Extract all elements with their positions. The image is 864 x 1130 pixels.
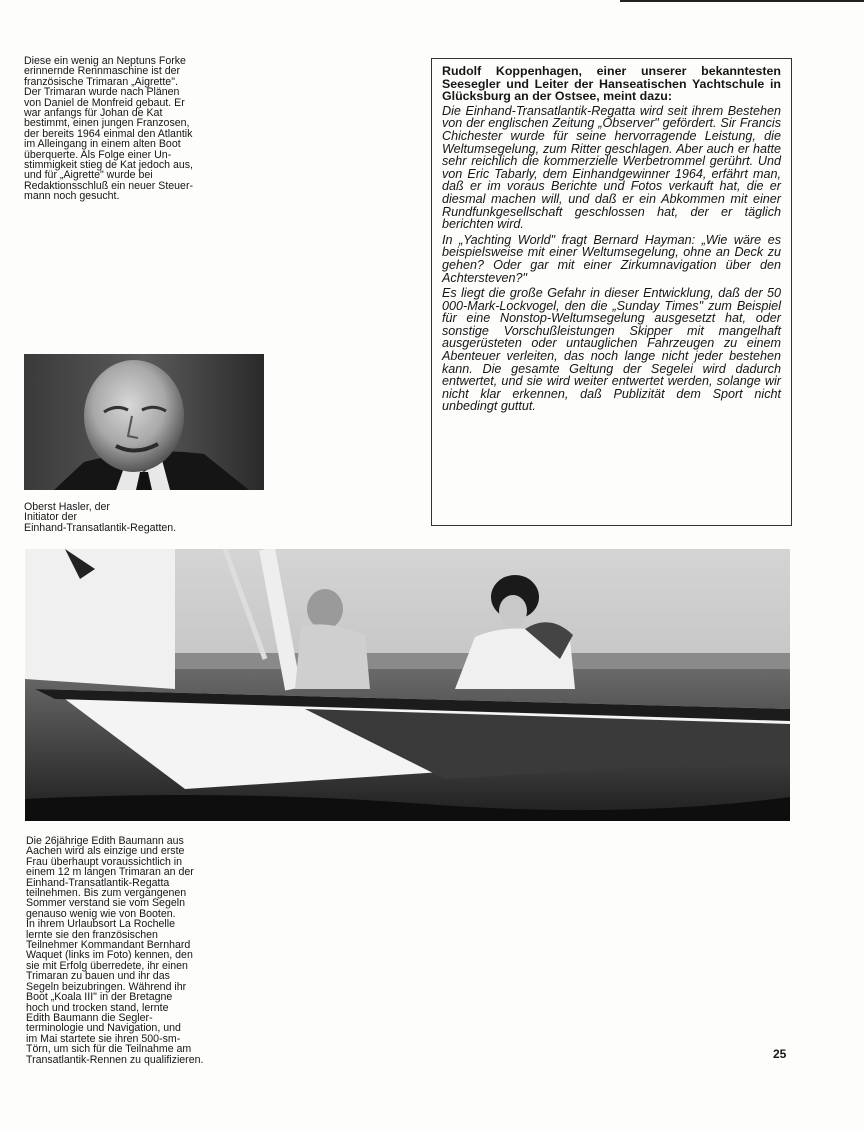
trimaran-caption-line: erinnernde Rennmaschine ist der bbox=[24, 65, 181, 78]
trimaran-caption-line: französische Trimaran „Aigrette". bbox=[24, 75, 178, 88]
baumann-caption-line: Segeln beizubringen. Während ihr bbox=[26, 980, 187, 993]
trimaran-caption-line: und für „Aigrette" wurde bei bbox=[24, 169, 153, 182]
baumann-caption-line: einem 12 m langen Trimaran an der bbox=[26, 866, 194, 879]
hasler-caption-line: Einhand-Transatlantik-Regatten. bbox=[24, 521, 177, 534]
baumann-caption-line: Törn, um sich für die Teilnahme am bbox=[26, 1043, 192, 1056]
baumann-caption-line: Sommer verstand sie vom Segeln bbox=[26, 897, 185, 910]
baumann-caption-line: Boot „Koala III" in der Bretagne bbox=[26, 991, 173, 1004]
page-number: 25 bbox=[773, 1047, 787, 1061]
baumann-caption-line: hoch und trocken stand, lernte bbox=[26, 1001, 169, 1014]
quote-box bbox=[431, 58, 792, 526]
trimaran-caption-line: mann noch gesucht. bbox=[24, 190, 120, 203]
trimaran-caption-line: Redaktionsschluß ein neuer Steuer- bbox=[24, 179, 194, 192]
quote-heading: Rudolf Koppenhagen, einer unserer bekanntesten Seesegler und Leiter der Hanseatischen Yachtschule in Glücksburg an der Ostsee, meint dazu: bbox=[442, 64, 781, 104]
quote-paragraph: In „Yachting World" fragt Bernard Hayman: „Wie wäre es beispielsweise mit einer Weltumsegelung, ohne an Deck zu gehen? Oder gar mit einer Zirkumnavigation über den Achtersteven?" bbox=[442, 232, 781, 285]
baumann-caption-line: Waquet (links im Foto) kennen, den bbox=[26, 949, 193, 962]
trimaran-caption-line: war anfangs für Johan de Kat bbox=[24, 107, 163, 120]
baumann-caption-line: Transatlantik-Rennen zu qualifizieren. bbox=[26, 1053, 204, 1066]
trimaran-caption-line: bestimmt, einen jungen Franzosen, bbox=[24, 117, 190, 130]
trimaran-caption-line: im Alleingang in einem alten Boot bbox=[24, 138, 181, 151]
baumann-caption-line: Einhand-Transatlantik-Regatta bbox=[26, 876, 170, 889]
hasler-portrait-photo bbox=[24, 354, 264, 490]
hasler-caption-line: Oberst Hasler, der bbox=[24, 501, 110, 513]
trimaran-caption-line: überquerte. Als Folge einer Un- bbox=[24, 148, 172, 161]
baumann-caption-line: Trimaran zu bauen und ihr das bbox=[26, 970, 170, 983]
trimaran-caption-line: der bereits 1964 einmal den Atlantik bbox=[24, 127, 193, 140]
baumann-caption-line: Die 26jährige Edith Baumann aus bbox=[26, 835, 184, 847]
baumann-caption-line: Aachen wird als einzige und erste bbox=[26, 845, 185, 858]
quote-paragraph: Es liegt die große Gefahr in dieser Entwicklung, daß der 50 000-Mark-Lockvogel, den die „Sunday Times" zum Beispiel für eine Nonstop-Weltumsegelung ausgesetzt hat, oder sonstige Vorschußleistungen Skipper mit mangelhaft ausgerüsteten oder untauglichen Fahrzeugen zu einem Abenteuer verleiten, das noch lange nicht jeder bestehen kann. Die gesamte Geltung der Segelei wird dadurch entwertet, und sie wird weiter entwertet werden, solange wir nicht klar erkennen, daß Publizität dem Sport nicht unbedingt guttut. bbox=[442, 286, 781, 414]
trimaran-caption bbox=[24, 56, 264, 202]
quote-paragraphs bbox=[442, 105, 781, 413]
trimaran-caption-line: Diese ein wenig an Neptuns Forke bbox=[24, 55, 186, 67]
baumann-caption-line: Edith Baumann die Segler- bbox=[26, 1011, 153, 1024]
baumann-caption-line: Frau überhaupt voraussichtlich in bbox=[26, 855, 183, 868]
trimaran-caption-line: von Daniel de Monfreid gebaut. Er bbox=[24, 96, 185, 109]
baumann-caption bbox=[26, 836, 268, 1065]
trimaran-sailing-photo bbox=[25, 549, 790, 821]
baumann-caption-line: teilnehmen. Bis zum vergangenen bbox=[26, 887, 187, 900]
baumann-caption-line: sie mit Erfolg überredete, ihr einen bbox=[26, 959, 188, 972]
trimaran-caption-line: Der Trimaran wurde nach Plänen bbox=[24, 86, 180, 99]
quote-paragraph: Die Einhand-Transatlantik-Regatta wird seit ihrem Bestehen von der englischen Zeitung „Observer" gefördert. Sir Francis Chichester wurde für seine hervorragende Leistung, die Weltumsegelung, zum Ritter geschlagen. Aber auch er hatte sehr reichlich die kommerzielle Werbetrommel gerührt. Und von Eric Tabarly, dem Einhandgewinner 1964, erfährt man, daß er im voraus Berichte und Fotos verkauft hat, die er diesmal machen will, und daß er ein Abkommen mit einer Rundfunkgesellschaft geschlossen hat, der er täglich berichten wird. bbox=[442, 103, 781, 232]
hasler-caption bbox=[24, 502, 254, 533]
baumann-caption-line: In ihrem Urlaubsort La Rochelle bbox=[26, 918, 175, 931]
hasler-caption-line: Initiator der bbox=[24, 511, 77, 524]
trimaran-caption-line: stimmigkeit stieg de Kat jedoch aus, bbox=[24, 159, 193, 172]
top-rule bbox=[620, 0, 864, 2]
baumann-caption-line: terminologie und Navigation, und bbox=[26, 1022, 181, 1035]
baumann-caption-line: Teilnehmer Kommandant Bernhard bbox=[26, 939, 191, 952]
baumann-caption-line: lernte sie den französischen bbox=[26, 928, 158, 941]
baumann-caption-line: genauso wenig wie von Booten. bbox=[26, 907, 176, 920]
baumann-caption-line: im Mai startete sie ihren 500-sm- bbox=[26, 1032, 181, 1045]
